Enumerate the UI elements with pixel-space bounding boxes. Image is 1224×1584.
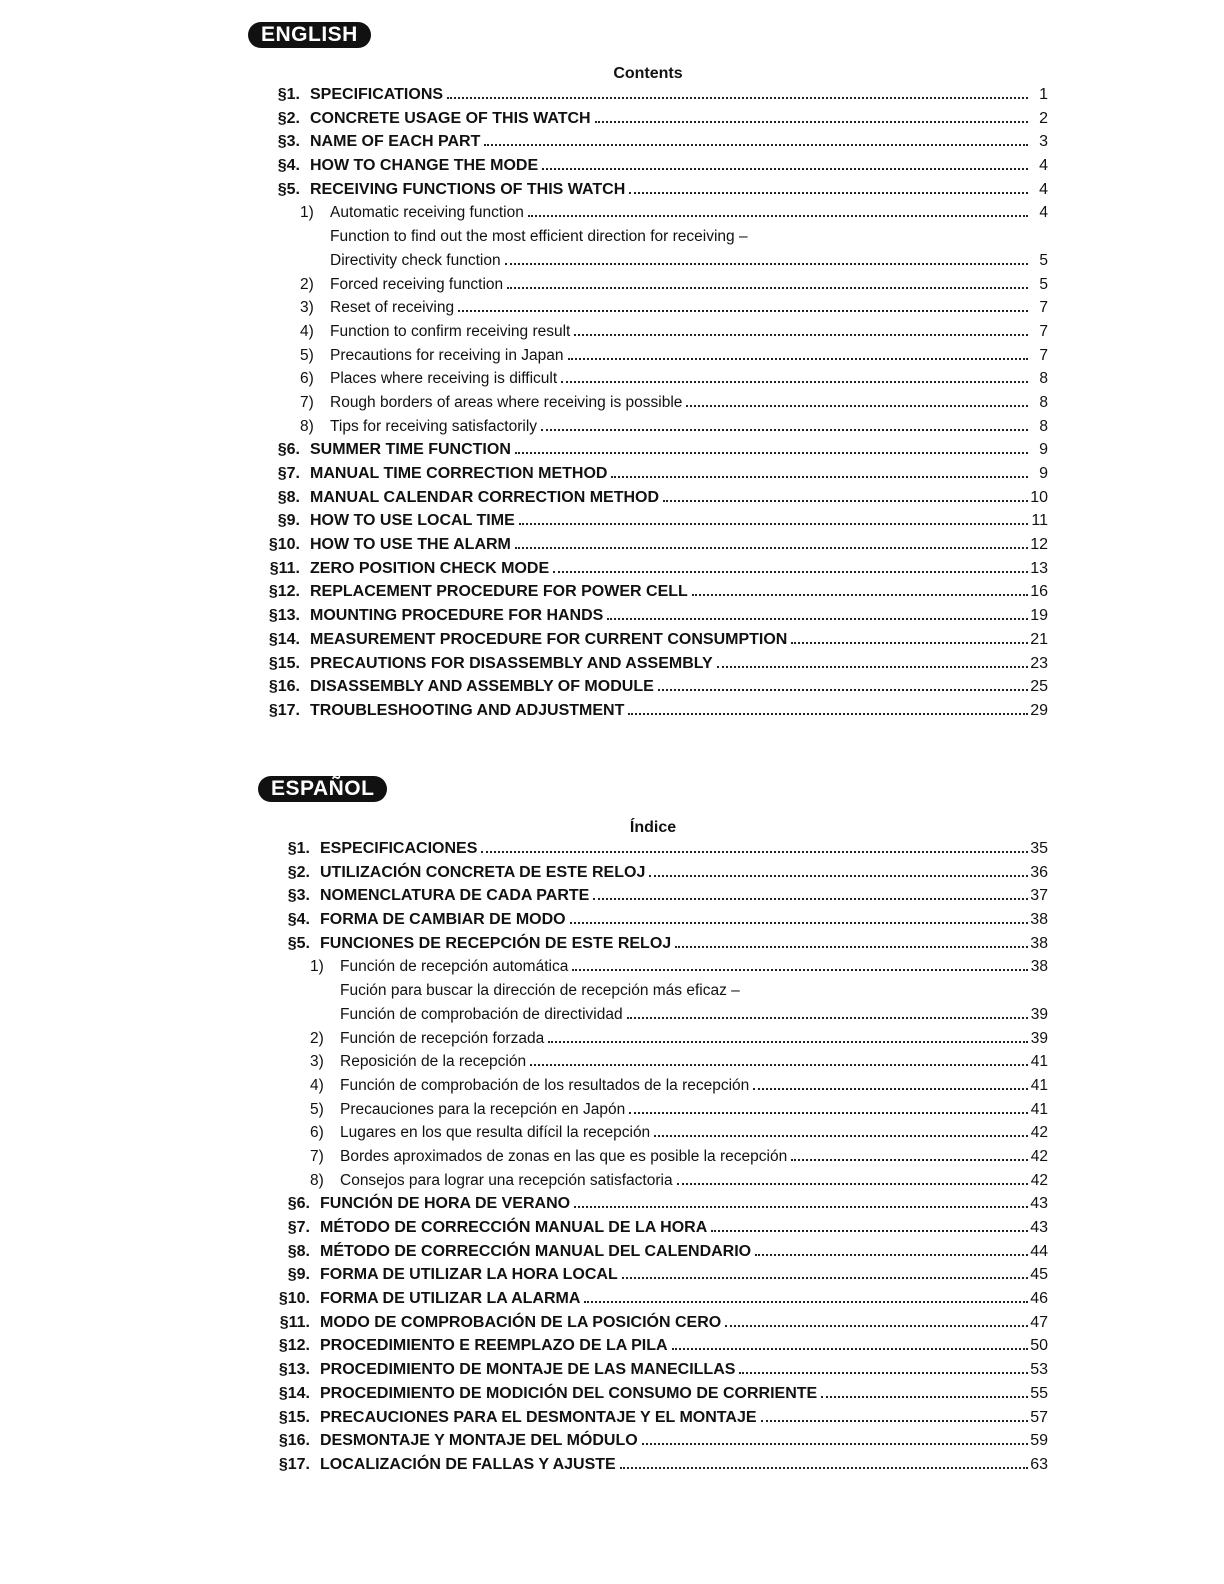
page-number: 8	[1039, 393, 1048, 411]
section-number: §4.	[277, 157, 300, 175]
dot-leader	[528, 214, 1028, 217]
toc-entry	[248, 110, 1048, 134]
dot-leader	[595, 120, 1028, 123]
toc-entry	[248, 323, 1048, 347]
page-number: 4	[1039, 180, 1048, 198]
toc-entry	[258, 1409, 1048, 1433]
entry-label: DISASSEMBLY AND ASSEMBLY OF MODULE	[310, 678, 654, 696]
page-number: 25	[1030, 678, 1048, 696]
dot-leader	[711, 1229, 1028, 1232]
page-number: 59	[1030, 1432, 1048, 1450]
toc-entry	[258, 1101, 1048, 1125]
page-number: 11	[1031, 512, 1048, 530]
section-number: §16.	[278, 1432, 310, 1450]
page-number: 10	[1030, 488, 1048, 506]
toc-entry	[248, 536, 1048, 560]
dot-leader	[542, 167, 1028, 170]
dot-leader	[672, 1347, 1028, 1350]
page-number: 38	[1030, 934, 1048, 952]
toc-entry	[258, 1337, 1048, 1361]
language-badge-english: ENGLISH	[248, 22, 371, 48]
dot-leader	[481, 850, 1028, 853]
entry-label: MODO DE COMPROBACIÓN DE LA POSICIÓN CERO	[320, 1313, 722, 1331]
page-number: 9	[1039, 441, 1048, 459]
page-number: 29	[1030, 701, 1048, 719]
entry-label: HOW TO USE THE ALARM	[310, 536, 511, 554]
section-number: §11.	[279, 1313, 310, 1331]
entry-label: MEASUREMENT PROCEDURE FOR CURRENT CONSUMPTION	[310, 630, 788, 648]
subsection-number: 5)	[300, 346, 314, 364]
dot-leader	[629, 1111, 1028, 1114]
toc-entry	[248, 228, 1048, 252]
entry-label: PRECAUCIONES PARA EL DESMONTAJE Y EL MONTAJE	[320, 1408, 757, 1426]
toc-entry	[248, 181, 1048, 205]
dot-leader	[821, 1395, 1028, 1398]
entry-label: Rough borders of areas where receiving is possible	[330, 393, 683, 411]
toc-entry	[258, 1266, 1048, 1290]
entry-label: FORMA DE CAMBIAR DE MODO	[320, 911, 566, 929]
toc-entry	[258, 1219, 1048, 1243]
entry-label: Fución para buscar la dirección de recepción más eficaz –	[340, 982, 740, 1000]
page-number: 37	[1030, 887, 1048, 905]
toc-entry	[258, 1077, 1048, 1101]
dot-leader	[717, 665, 1028, 668]
toc-entry	[258, 1195, 1048, 1219]
page-number: 41	[1030, 1076, 1048, 1094]
page-number: 16	[1030, 583, 1048, 601]
entry-label: Tips for receiving satisfactorily	[330, 417, 538, 435]
entry-label: PRECAUTIONS FOR DISASSEMBLY AND ASSEMBLY	[310, 654, 713, 672]
entry-label: NAME OF EACH PART	[310, 133, 481, 151]
entry-label: RECEIVING FUNCTIONS OF THIS WATCH	[310, 180, 626, 198]
toc-entry	[248, 370, 1048, 394]
page-number: 47	[1030, 1313, 1048, 1331]
toc-list-spanish	[258, 840, 1048, 1480]
page-number: 7	[1039, 299, 1048, 317]
entry-label: REPLACEMENT PROCEDURE FOR POWER CELL	[310, 583, 688, 601]
section-number: §17.	[268, 701, 300, 719]
toc-list-english	[248, 86, 1048, 726]
entry-label: NOMENCLATURA DE CADA PARTE	[320, 887, 590, 905]
dot-leader	[622, 1276, 1028, 1279]
section-number: §8.	[287, 1242, 310, 1260]
dot-leader	[507, 286, 1028, 289]
language-badge-spanish: ESPAÑOL	[258, 776, 387, 802]
entry-label: PROCEDIMIENTO DE MONTAJE DE LAS MANECILLAS	[320, 1361, 736, 1379]
page-number: 63	[1030, 1455, 1048, 1473]
subsection-number: 7)	[300, 393, 314, 411]
entry-label: DESMONTAJE Y MONTAJE DEL MÓDULO	[320, 1432, 638, 1450]
indice-title: Índice	[629, 819, 677, 836]
toc-entry	[258, 1243, 1048, 1267]
dot-leader	[791, 641, 1028, 644]
toc-entry	[248, 418, 1048, 442]
toc-entry	[248, 631, 1048, 655]
dot-leader	[677, 1182, 1028, 1185]
toc-entry	[258, 1432, 1048, 1456]
subsection-number: 8)	[310, 1171, 324, 1189]
dot-leader	[755, 1253, 1028, 1256]
entry-label: Forced receiving function	[330, 275, 504, 293]
subsection-number: 2)	[300, 275, 314, 293]
entry-label: Reposición de la recepción	[340, 1053, 527, 1071]
section-number: §17.	[278, 1455, 310, 1473]
entry-label: Function to find out the most efficient direction for receiving –	[330, 228, 748, 246]
page-number: 38	[1030, 911, 1048, 929]
dot-leader	[574, 333, 1028, 336]
section-number: §7.	[287, 1219, 310, 1236]
dot-leader	[629, 191, 1028, 194]
page-number: 57	[1030, 1408, 1048, 1426]
subsection-number: 3)	[300, 299, 314, 317]
toc-entry	[258, 911, 1048, 935]
section-number: §3.	[287, 887, 310, 905]
toc-entry	[258, 1006, 1048, 1030]
page-number: 1	[1039, 86, 1048, 103]
page-number: 50	[1030, 1337, 1048, 1355]
section-number: §14.	[278, 1384, 310, 1402]
dot-leader	[686, 404, 1028, 407]
page-number: 46	[1030, 1290, 1048, 1308]
page-number: 7	[1039, 346, 1048, 364]
dot-leader	[447, 96, 1028, 99]
toc-entry	[248, 560, 1048, 584]
page-number: 23	[1030, 654, 1048, 672]
page-number: 8	[1039, 370, 1048, 388]
dot-leader	[649, 874, 1028, 877]
page-number: 3	[1039, 133, 1048, 151]
entry-label: TROUBLESHOOTING AND ADJUSTMENT	[310, 701, 625, 719]
toc-entry	[248, 441, 1048, 465]
dot-leader	[484, 143, 1028, 146]
entry-label: SPECIFICATIONS	[310, 86, 444, 103]
toc-entry	[248, 489, 1048, 513]
section-number: §9.	[287, 1266, 310, 1284]
page-number: 43	[1030, 1219, 1048, 1236]
subsection-number: 1)	[310, 958, 324, 976]
entry-label: PROCEDIMIENTO E REEMPLAZO DE LA PILA	[320, 1337, 668, 1355]
toc-entry	[248, 678, 1048, 702]
page-number: 35	[1030, 840, 1048, 857]
section-number: §12.	[268, 583, 300, 601]
dot-leader	[519, 522, 1028, 525]
toc-entry	[258, 1290, 1048, 1314]
subsection-number: 4)	[310, 1076, 324, 1094]
dot-leader	[572, 968, 1028, 971]
subsection-number: 7)	[310, 1147, 324, 1165]
dot-leader	[791, 1158, 1028, 1161]
section-number: §3.	[277, 133, 300, 151]
subsection-number: 6)	[310, 1124, 324, 1142]
dot-leader	[574, 1205, 1028, 1208]
subsection-number: 4)	[300, 322, 314, 340]
entry-label: Función de comprobación de directividad	[340, 1005, 623, 1023]
page-number: 39	[1030, 1029, 1048, 1047]
toc-entry	[248, 512, 1048, 536]
section-number: §7.	[277, 465, 300, 482]
dot-leader	[530, 1063, 1028, 1066]
toc-entry	[248, 394, 1048, 418]
toc-entry	[258, 1456, 1048, 1480]
subsection-number: 1)	[300, 204, 314, 222]
page-number: 13	[1030, 559, 1048, 577]
toc-entry	[248, 702, 1048, 726]
section-number: §5.	[277, 180, 300, 198]
section-number: §13.	[278, 1361, 310, 1379]
toc-entry	[258, 1385, 1048, 1409]
entry-label: HOW TO CHANGE THE MODE	[310, 157, 539, 175]
toc-entry	[258, 1314, 1048, 1338]
section-number: §5.	[287, 934, 310, 952]
section-number: §13.	[268, 607, 300, 625]
dot-leader	[570, 921, 1028, 924]
toc-entry	[248, 157, 1048, 181]
section-number: §12.	[278, 1337, 310, 1355]
dot-leader	[663, 499, 1028, 502]
section-number: §11.	[269, 559, 300, 577]
entry-label: Función de recepción forzada	[340, 1029, 545, 1047]
entry-label: Function to confirm receiving result	[330, 322, 571, 340]
section-number: §2.	[287, 863, 310, 881]
section-number: §15.	[278, 1408, 310, 1426]
dot-leader	[692, 593, 1028, 596]
dot-leader	[515, 451, 1028, 454]
entry-label: FUNCIÓN DE HORA DE VERANO	[320, 1195, 571, 1213]
toc-entry	[248, 276, 1048, 300]
entry-label: MANUAL CALENDAR CORRECTION METHOD	[310, 488, 660, 506]
entry-label: Función de recepción automática	[340, 958, 569, 976]
page-number: 45	[1030, 1266, 1048, 1284]
dot-leader	[725, 1324, 1028, 1327]
dot-leader	[675, 945, 1028, 948]
entry-label: ESPECIFICACIONES	[320, 840, 478, 857]
toc-entry	[248, 583, 1048, 607]
page-number: 42	[1030, 1124, 1048, 1142]
page-number: 5	[1039, 275, 1048, 293]
page-number: 39	[1030, 1005, 1048, 1023]
page-number: 4	[1039, 204, 1048, 222]
entry-label: FUNCIONES DE RECEPCIÓN DE ESTE RELOJ	[320, 934, 672, 952]
entry-label: Consejos para lograr una recepción satisfactoria	[340, 1171, 673, 1189]
page-number: 53	[1030, 1361, 1048, 1379]
page-number: 7	[1039, 322, 1048, 340]
toc-entry	[248, 607, 1048, 631]
english-section	[248, 22, 1048, 726]
dot-leader	[620, 1466, 1028, 1469]
toc-entry	[258, 1030, 1048, 1054]
toc-entry	[258, 1361, 1048, 1385]
dot-leader	[739, 1371, 1028, 1374]
dot-leader	[458, 309, 1028, 312]
entry-label: LOCALIZACIÓN DE FALLAS Y AJUSTE	[320, 1455, 616, 1473]
toc-entry	[248, 347, 1048, 371]
entry-label: ZERO POSITION CHECK MODE	[310, 559, 550, 577]
dot-leader	[761, 1419, 1028, 1422]
dot-leader	[753, 1087, 1028, 1090]
dot-leader	[541, 428, 1028, 431]
entry-label: Places where receiving is difficult	[330, 370, 558, 388]
entry-label: SUMMER TIME FUNCTION	[310, 441, 511, 459]
page-number: 5	[1039, 251, 1048, 269]
page-number: 9	[1039, 465, 1048, 482]
page-number: 43	[1030, 1195, 1048, 1213]
entry-label: Directivity check function	[330, 251, 501, 269]
dot-leader	[561, 380, 1028, 383]
dot-leader	[627, 1016, 1028, 1019]
section-number: §6.	[277, 441, 300, 459]
page-number: 41	[1030, 1100, 1048, 1118]
dot-leader	[553, 570, 1028, 573]
entry-label: PROCEDIMIENTO DE MODICIÓN DEL CONSUMO DE CORRIENTE	[320, 1384, 818, 1402]
subsection-number: 3)	[310, 1053, 324, 1071]
section-number: §8.	[277, 488, 300, 506]
page-number: 38	[1030, 958, 1048, 976]
entry-label: Precautions for receiving in Japan	[330, 346, 564, 364]
section-number: §15.	[268, 654, 300, 672]
section-number: §9.	[277, 512, 300, 530]
section-number: §6.	[287, 1195, 310, 1213]
page-number: 36	[1030, 863, 1048, 881]
entry-label: FORMA DE UTILIZAR LA ALARMA	[320, 1290, 581, 1308]
dot-leader	[658, 688, 1028, 691]
dot-leader	[568, 357, 1029, 360]
page-number: 41	[1030, 1053, 1048, 1071]
toc-entry	[258, 1053, 1048, 1077]
entry-label: UTILIZACIÓN CONCRETA DE ESTE RELOJ	[320, 863, 646, 881]
entry-label: Automatic receiving function	[330, 204, 524, 222]
toc-entry	[258, 958, 1048, 982]
page-number: 55	[1030, 1384, 1048, 1402]
page-number: 4	[1039, 157, 1048, 175]
dot-leader	[607, 617, 1028, 620]
dot-leader	[548, 1040, 1028, 1043]
dot-leader	[505, 262, 1028, 265]
entry-label: Precauciones para la recepción en Japón	[340, 1100, 626, 1118]
page-number: 42	[1030, 1147, 1048, 1165]
section-number: §1.	[277, 86, 300, 103]
toc-entry	[258, 1172, 1048, 1196]
toc-entry	[258, 864, 1048, 888]
page-number: 8	[1039, 417, 1048, 435]
entry-label: CONCRETE USAGE OF THIS WATCH	[310, 109, 591, 127]
section-number: §16.	[268, 678, 300, 696]
section-number: §14.	[268, 630, 300, 648]
dot-leader	[611, 475, 1028, 478]
page-number: 19	[1030, 607, 1048, 625]
page-number: 21	[1030, 630, 1048, 648]
page-number: 44	[1030, 1242, 1048, 1260]
dot-leader	[628, 712, 1028, 715]
page-number: 12	[1030, 536, 1048, 554]
toc-entry	[248, 252, 1048, 276]
subsection-number: 2)	[310, 1029, 324, 1047]
section-number: §4.	[287, 911, 310, 929]
section-number: §2.	[277, 109, 300, 127]
dot-leader	[593, 897, 1028, 900]
entry-label: Reset of receiving	[330, 299, 455, 317]
entry-label: FORMA DE UTILIZAR LA HORA LOCAL	[320, 1266, 618, 1284]
section-number: §1.	[287, 840, 310, 857]
subsection-number: 6)	[300, 370, 314, 388]
toc-entry	[248, 204, 1048, 228]
section-number: §10.	[268, 536, 300, 554]
entry-label: Función de comprobación de los resultados de la recepción	[340, 1076, 750, 1094]
toc-entry	[248, 133, 1048, 157]
toc-entry	[248, 299, 1048, 323]
contents-title: Contents	[613, 65, 683, 82]
spanish-section	[258, 776, 1048, 1480]
entry-label: MÉTODO DE CORRECCIÓN MANUAL DE LA HORA	[320, 1219, 708, 1236]
page-number: 42	[1030, 1171, 1048, 1189]
toc-entry	[258, 935, 1048, 959]
entry-label: Bordes aproximados de zonas en las que es posible la recepción	[340, 1147, 788, 1165]
dot-leader	[654, 1134, 1028, 1137]
toc-entry	[258, 840, 1048, 864]
toc-entry	[258, 887, 1048, 911]
dot-leader	[584, 1300, 1028, 1303]
entry-label: HOW TO USE LOCAL TIME	[310, 512, 515, 530]
entry-label: MÉTODO DE CORRECCIÓN MANUAL DEL CALENDARIO	[320, 1242, 752, 1260]
page-number: 2	[1039, 109, 1048, 127]
toc-entry	[248, 655, 1048, 679]
toc-entry	[258, 1148, 1048, 1172]
subsection-number: 8)	[300, 417, 314, 435]
entry-label: MOUNTING PROCEDURE FOR HANDS	[310, 607, 604, 625]
toc-entry	[258, 1124, 1048, 1148]
section-number: §10.	[278, 1290, 310, 1308]
toc-entry	[258, 982, 1048, 1006]
entry-label: Lugares en los que resulta difícil la recepción	[340, 1124, 651, 1142]
dot-leader	[515, 546, 1028, 549]
toc-entry	[248, 86, 1048, 110]
entry-label: MANUAL TIME CORRECTION METHOD	[310, 465, 608, 482]
dot-leader	[642, 1442, 1028, 1445]
toc-entry	[248, 465, 1048, 489]
subsection-number: 5)	[310, 1100, 324, 1118]
